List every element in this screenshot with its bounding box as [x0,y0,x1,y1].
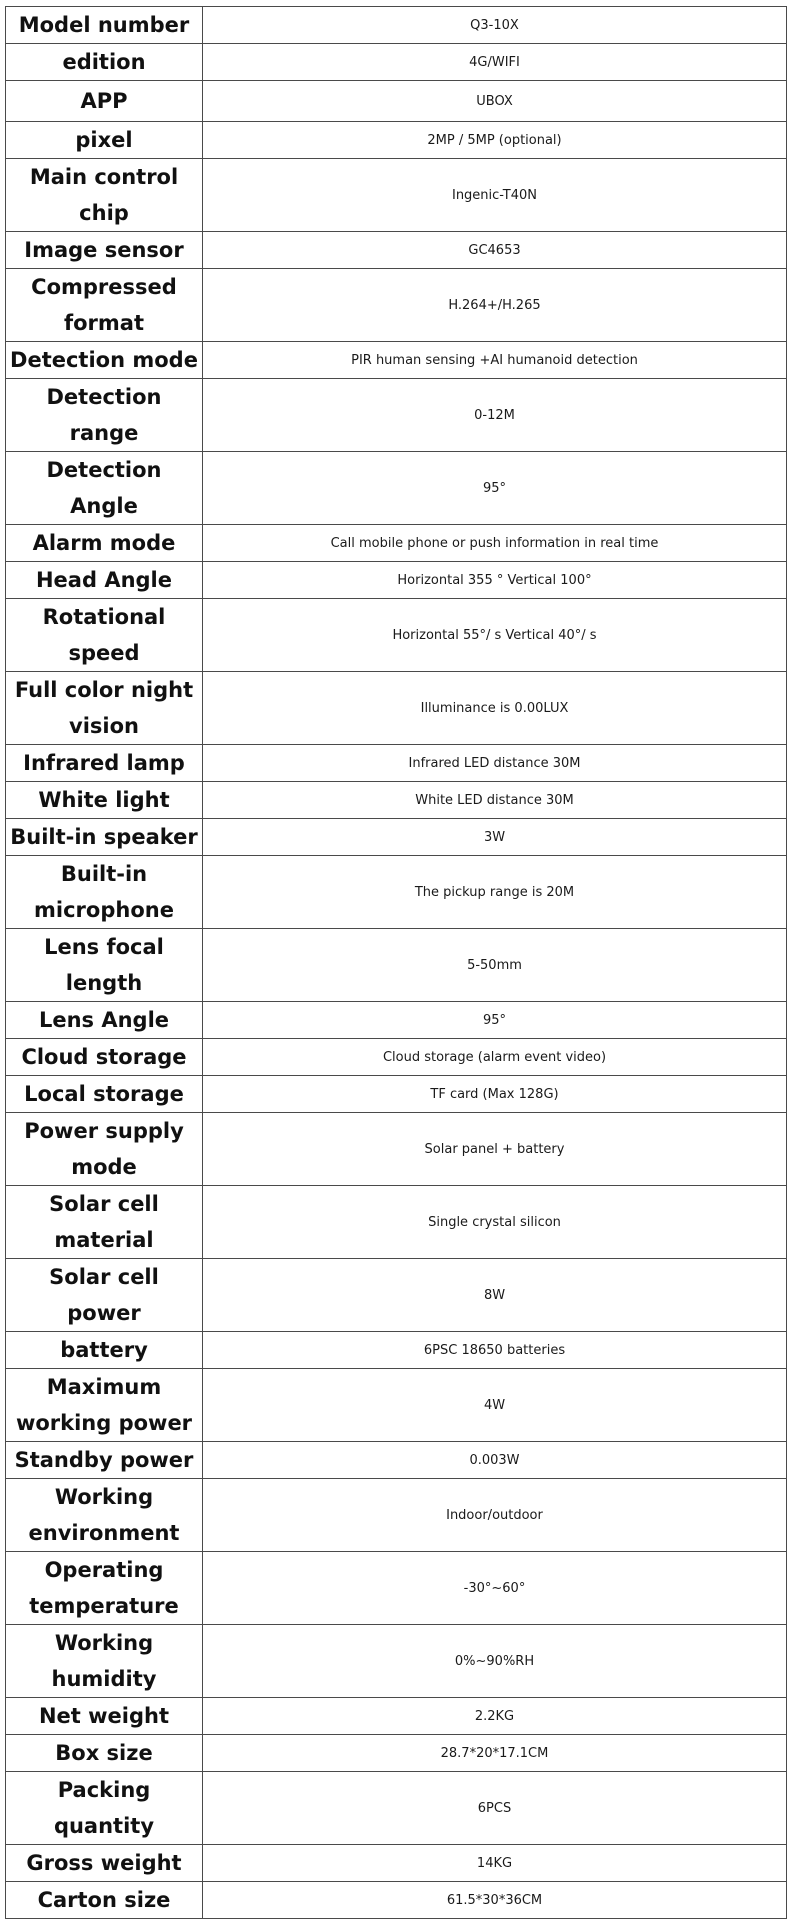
spec-row [6,1039,787,1076]
spec-label: Infrared lamp [6,745,203,782]
spec-label: Solar cell material [6,1186,203,1259]
spec-label: Packing quantity [6,1772,203,1845]
spec-row [6,1845,787,1882]
spec-value: UBOX [203,81,787,122]
spec-label: Standby power [6,1442,203,1479]
spec-row [6,1186,787,1259]
spec-label: Carton size [6,1882,203,1919]
spec-row [6,745,787,782]
spec-value: 0-12M [203,379,787,452]
spec-label: Detection range [6,379,203,452]
spec-value: GC4653 [203,232,787,269]
spec-row [6,159,787,232]
spec-row [6,122,787,159]
spec-value: 4G/WIFI [203,44,787,81]
spec-row [6,525,787,562]
spec-row [6,599,787,672]
spec-label: Lens focal length [6,929,203,1002]
spec-label: Model number [6,7,203,44]
spec-row [6,7,787,44]
spec-label: Cloud storage [6,1039,203,1076]
spec-row [6,1332,787,1369]
spec-label: battery [6,1332,203,1369]
spec-value: Horizontal 355 ° Vertical 100° [203,562,787,599]
spec-value: H.264+/H.265 [203,269,787,342]
spec-label: Built-in speaker [6,819,203,856]
spec-row [6,1552,787,1625]
spec-row [6,819,787,856]
spec-row [6,1369,787,1442]
spec-value: -30°~60° [203,1552,787,1625]
spec-row [6,1698,787,1735]
spec-value: 6PCS [203,1772,787,1845]
spec-label: Gross weight [6,1845,203,1882]
spec-label: Alarm mode [6,525,203,562]
spec-label: Full color night vision [6,672,203,745]
spec-value: 95° [203,452,787,525]
spec-value: Call mobile phone or push information in real time [203,525,787,562]
spec-label: Net weight [6,1698,203,1735]
spec-value: White LED distance 30M [203,782,787,819]
spec-value: Solar panel + battery [203,1113,787,1186]
spec-value: 4W [203,1369,787,1442]
spec-label: Operating temperature [6,1552,203,1625]
spec-table [5,6,787,1919]
spec-value: 8W [203,1259,787,1332]
spec-label: Lens Angle [6,1002,203,1039]
spec-value: 95° [203,1002,787,1039]
spec-row [6,1882,787,1919]
spec-row [6,1625,787,1698]
spec-value: 6PSC 18650 batteries [203,1332,787,1369]
spec-label: Maximum working power [6,1369,203,1442]
spec-row [6,1259,787,1332]
spec-value: 61.5*30*36CM [203,1882,787,1919]
spec-row [6,1772,787,1845]
spec-label: Working environment [6,1479,203,1552]
spec-value: Cloud storage (alarm event video) [203,1039,787,1076]
spec-table-body [6,7,787,1919]
spec-row [6,1735,787,1772]
spec-label: APP [6,81,203,122]
spec-row [6,452,787,525]
spec-row [6,856,787,929]
spec-row [6,672,787,745]
spec-value: Illuminance is 0.00LUX [203,672,787,745]
spec-value: The pickup range is 20M [203,856,787,929]
spec-row [6,81,787,122]
spec-label: Head Angle [6,562,203,599]
spec-row [6,1442,787,1479]
spec-value: Indoor/outdoor [203,1479,787,1552]
spec-value: 5-50mm [203,929,787,1002]
spec-row [6,232,787,269]
spec-row [6,782,787,819]
spec-label: Local storage [6,1076,203,1113]
spec-row [6,269,787,342]
spec-label: Main control chip [6,159,203,232]
spec-value: 2.2KG [203,1698,787,1735]
spec-label: Power supply mode [6,1113,203,1186]
spec-value: PIR human sensing +AI humanoid detection [203,342,787,379]
spec-label: White light [6,782,203,819]
spec-value: 3W [203,819,787,856]
spec-value: Horizontal 55°/ s Vertical 40°/ s [203,599,787,672]
spec-row [6,562,787,599]
spec-label: Solar cell power [6,1259,203,1332]
spec-value: 14KG [203,1845,787,1882]
spec-value: TF card (Max 128G) [203,1076,787,1113]
spec-label: Box size [6,1735,203,1772]
spec-row [6,1002,787,1039]
spec-row [6,379,787,452]
spec-label: Image sensor [6,232,203,269]
spec-label: Compressed format [6,269,203,342]
spec-row [6,929,787,1002]
spec-label: edition [6,44,203,81]
spec-value: 28.7*20*17.1CM [203,1735,787,1772]
spec-value: 2MP / 5MP (optional) [203,122,787,159]
spec-label: Built-in microphone [6,856,203,929]
spec-label: Detection mode [6,342,203,379]
spec-row [6,342,787,379]
spec-label: Working humidity [6,1625,203,1698]
spec-row [6,44,787,81]
spec-label: pixel [6,122,203,159]
spec-row [6,1113,787,1186]
spec-value: Ingenic-T40N [203,159,787,232]
spec-row [6,1479,787,1552]
spec-value: Single crystal silicon [203,1186,787,1259]
spec-row [6,1076,787,1113]
spec-value: 0%~90%RH [203,1625,787,1698]
spec-value: Q3-10X [203,7,787,44]
spec-value: 0.003W [203,1442,787,1479]
spec-label: Rotational speed [6,599,203,672]
spec-value: Infrared LED distance 30M [203,745,787,782]
spec-label: Detection Angle [6,452,203,525]
